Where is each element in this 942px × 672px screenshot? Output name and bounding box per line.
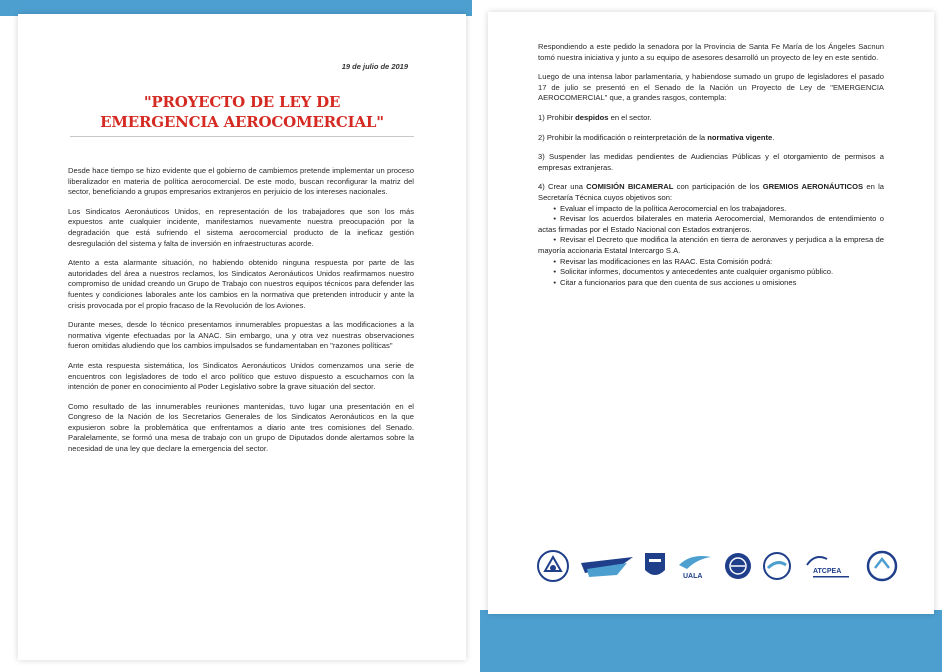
list-item: • Revisar el Decreto que modifica la atención en tierra de aeronaves y perjudica a la empresa de mayoría accionaria Estatal Intercargo S.A. [538, 235, 884, 255]
union-logo-6 [762, 551, 792, 581]
list-item: • Citar a funcionarios para que den cuenta de sus acciones u omisiones [553, 277, 797, 287]
list-item: • Revisar los acuerdos bilaterales en materia Aerocomercial, Memorandos de entendimiento o actas firmadas por el Estado Nacional con Estados extranjeros. [538, 214, 884, 234]
document-page-2 [488, 12, 934, 614]
union-logo-1 [536, 549, 570, 583]
objectives-list [538, 204, 884, 289]
bottom-accent-band [476, 610, 942, 672]
proposal-item-4: 4) Crear una COMISIÓN BICAMERAL con participación de los GREMIOS AERONÁUTICOS en la Secretaría Técnica cuyos objetivos son: [538, 182, 884, 202]
document-date: 19 de julio de 2019 [341, 62, 408, 71]
paragraph: Como resultado de las innumerables reuniones mantenidas, tuvo lugar una presentación en el Congreso de la Nación de los Secretarios Generales de los Sindicatos Aeronáuticos en la que expusieron sobre la problemática que enfrentamos a diario ante tres comisiones del Senado. Paralelamente, se formó una mesa de trabajo con un grupo de Diputados donde alertamos sobre la necesidad de una ley que declare la emergencia del sector. [68, 401, 414, 454]
paragraph: Atento a esta alarmante situación, no habiendo obtenido ninguna respuesta por parte de las autoridades del área a nuestros reclamos, los Sindicatos Aeronáuticos Unidos reafirmamos nuestro compromiso de unidad creando un Grupo de Trabajo con nuestros equipos técnicos para defender las fuentes y condiciones laborales ante los cambios en la normativa que pretenden introducir y ante la crisis provocada por el propio fracaso de la Revolución de los Aviones. [68, 258, 414, 310]
proposal-item-1: 1) Prohibir despidos en el sector. [538, 112, 652, 122]
uala-logo [675, 551, 715, 581]
svg-text:UALA: UALA [682, 573, 702, 580]
union-logos-row [536, 546, 898, 586]
proposal-item-2: 2) Prohibir la modificación o reinterpretación de la normativa vigente. [538, 132, 775, 142]
paragraph: Desde hace tiempo se hizo evidente que el gobierno de cambiemos pretende implementar un proceso liberalizador en materia de política aerocomercial. De este modo, buscan reconfigurar la matriz del sector, beneficiando a grupos empresarios extranjeros en perjuicio de los intereses nacionales. [68, 166, 414, 197]
paragraph: Ante esta respuesta sistemática, los Sindicatos Aeronáuticos Unidos comenzamos una serie de encuentros con legisladores de todo el arco político que estuvo dispuesto a escucharnos con la intención de poner en conocimiento al Poder Legislativo sobre la grave situación del sector. [68, 360, 414, 392]
page-1-body [68, 166, 414, 464]
union-logo-3 [644, 552, 666, 580]
paragraph: Respondiendo a este pedido la senadora por la Provincia de Santa Fe María de los Ángeles Sacnun tomó nuestra iniciativa y junto a su equipo de asesores desarrolló un proyecto de ley en este sentido. [538, 42, 884, 62]
paragraph: Luego de una intensa labor parlamentaria, y habiendose sumado un grupo de legisladores el pasado 17 de julio se presentó en el Senado de la Nación un Proyecto de Ley de "EMERGENCIA AEROCOMERCIAL" que, a grandes rasgos, contempla: [538, 72, 884, 103]
paragraph: Durante meses, desde lo técnico presentamos innumerables propuestas a las modificaciones a la normativa vigente efectuadas por la ANAC. Sin embargo, una y otra vez nuestras observaciones fueron omitidas aludiendo que los cambios impulsados se fundamentaban en "razones políticas" [68, 320, 414, 351]
list-item: • Solicitar informes, documentos y antecedentes ante cualquier organismo público. [553, 267, 834, 277]
list-item: • Evaluar el impacto de la política Aerocomercial en los trabajadores. [553, 203, 787, 213]
title-line-2: EMERGENCIA AEROCOMERCIAL" [100, 113, 384, 131]
svg-text:ATCPEA: ATCPEA [813, 568, 842, 575]
proposal-item-3: 3) Suspender las medidas pendientes de Audiencias Públicas y el otorgamiento de permisos a empresas extranjeras. [538, 152, 884, 172]
title-divider [70, 136, 414, 137]
union-logo-5 [723, 551, 753, 581]
paragraph: Los Sindicatos Aeronáuticos Unidos, en representación de los trabajadores que son los más expuestos ante cualquier incidente, manifestamos nuevamente nuestra preocupación por la degradación que está sufriendo el sistema aerocomercial producto de la ineficaz gestión desregulación del sistema y falta de inversión en infraestructuras acorde. [68, 206, 414, 248]
title-line-1: "PROYECTO DE LEY DE [143, 93, 341, 111]
list-item: • Revisar las modificaciones en las RAAC. Esta Comisión podrá: [553, 256, 773, 266]
union-logo-2 [579, 553, 635, 579]
document-page-1 [18, 14, 466, 660]
document-title [78, 92, 406, 132]
union-logo-8 [866, 550, 898, 582]
page-2-body [538, 42, 884, 288]
atcpea-logo [801, 551, 857, 581]
page-gap [472, 0, 480, 672]
